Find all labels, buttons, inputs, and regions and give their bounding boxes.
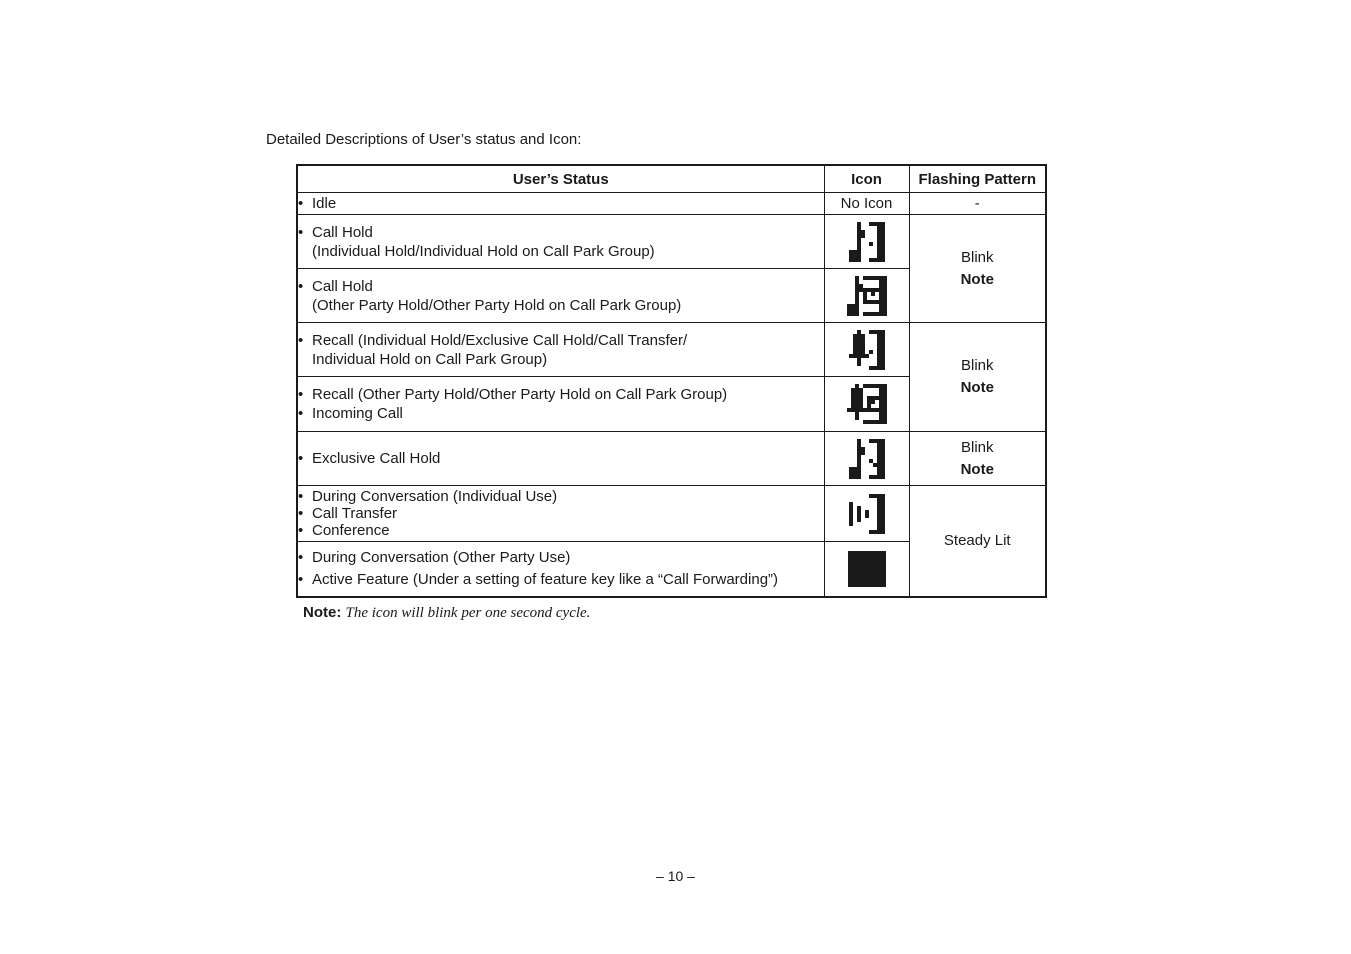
table-row-conversation-individual <box>297 486 1046 542</box>
icon-text-cell: No Icon <box>824 193 909 215</box>
other-party-hold-icon <box>847 276 887 316</box>
pattern-cell-steady: Steady Lit <box>909 486 1046 597</box>
status-cell: • Idle <box>297 193 824 215</box>
table-row-exclusive-hold <box>297 432 1046 486</box>
status-text: Idle <box>312 195 337 212</box>
header-icon: Icon <box>824 165 909 193</box>
table-row-idle <box>297 193 1046 215</box>
table-row-recall-individual <box>297 323 1046 377</box>
icon-cell <box>824 215 909 269</box>
icon-cell <box>824 432 909 486</box>
page-number: – 10 – <box>656 868 695 884</box>
status-cell: • During Conversation (Other Party Use) • Active Feature (Under a setting of feature key like a “Call Forwarding”) <box>297 542 824 597</box>
pattern-cell-recall: Blink Note <box>909 323 1046 432</box>
header-users-status: User’s Status <box>297 165 824 193</box>
footnote <box>303 604 590 622</box>
icon-cell <box>824 377 909 432</box>
pattern-cell: - <box>909 193 1046 215</box>
note-label: Note: <box>303 604 342 621</box>
pattern-cell-exclusive: Blink Note <box>909 432 1046 486</box>
conversation-icon <box>849 494 885 534</box>
exclusive-hold-icon <box>849 439 885 479</box>
icon-cell <box>824 542 909 597</box>
pattern-cell-hold: Blink Note <box>909 215 1046 323</box>
intro-text: Detailed Descriptions of User’s status and Icon: <box>266 131 582 148</box>
table-header-row <box>297 165 1046 193</box>
header-flashing-pattern: Flashing Pattern <box>909 165 1046 193</box>
status-cell: • Recall (Other Party Hold/Other Party Hold on Call Park Group) • Incoming Call <box>297 377 824 432</box>
status-cell: • Call Hold (Other Party Hold/Other Party Hold on Call Park Group) <box>297 269 824 323</box>
status-table <box>296 164 1047 598</box>
incoming-call-icon <box>847 384 887 424</box>
status-cell: • Exclusive Call Hold <box>297 432 824 486</box>
status-cell: • During Conversation (Individual Use) • Call Transfer • Conference <box>297 486 824 542</box>
status-cell: • Call Hold (Individual Hold/Individual Hold on Call Park Group) <box>297 215 824 269</box>
table-row-call-hold-individual <box>297 215 1046 269</box>
status-cell: • Recall (Individual Hold/Exclusive Call Hold/Call Transfer/ Individual Hold on Call Park Group) <box>297 323 824 377</box>
icon-cell <box>824 486 909 542</box>
icon-cell <box>824 323 909 377</box>
recall-icon <box>849 330 885 370</box>
solid-square-icon <box>848 551 886 587</box>
call-hold-icon <box>849 222 885 262</box>
icon-cell <box>824 269 909 323</box>
note-text: The icon will blink per one second cycle. <box>345 605 591 621</box>
